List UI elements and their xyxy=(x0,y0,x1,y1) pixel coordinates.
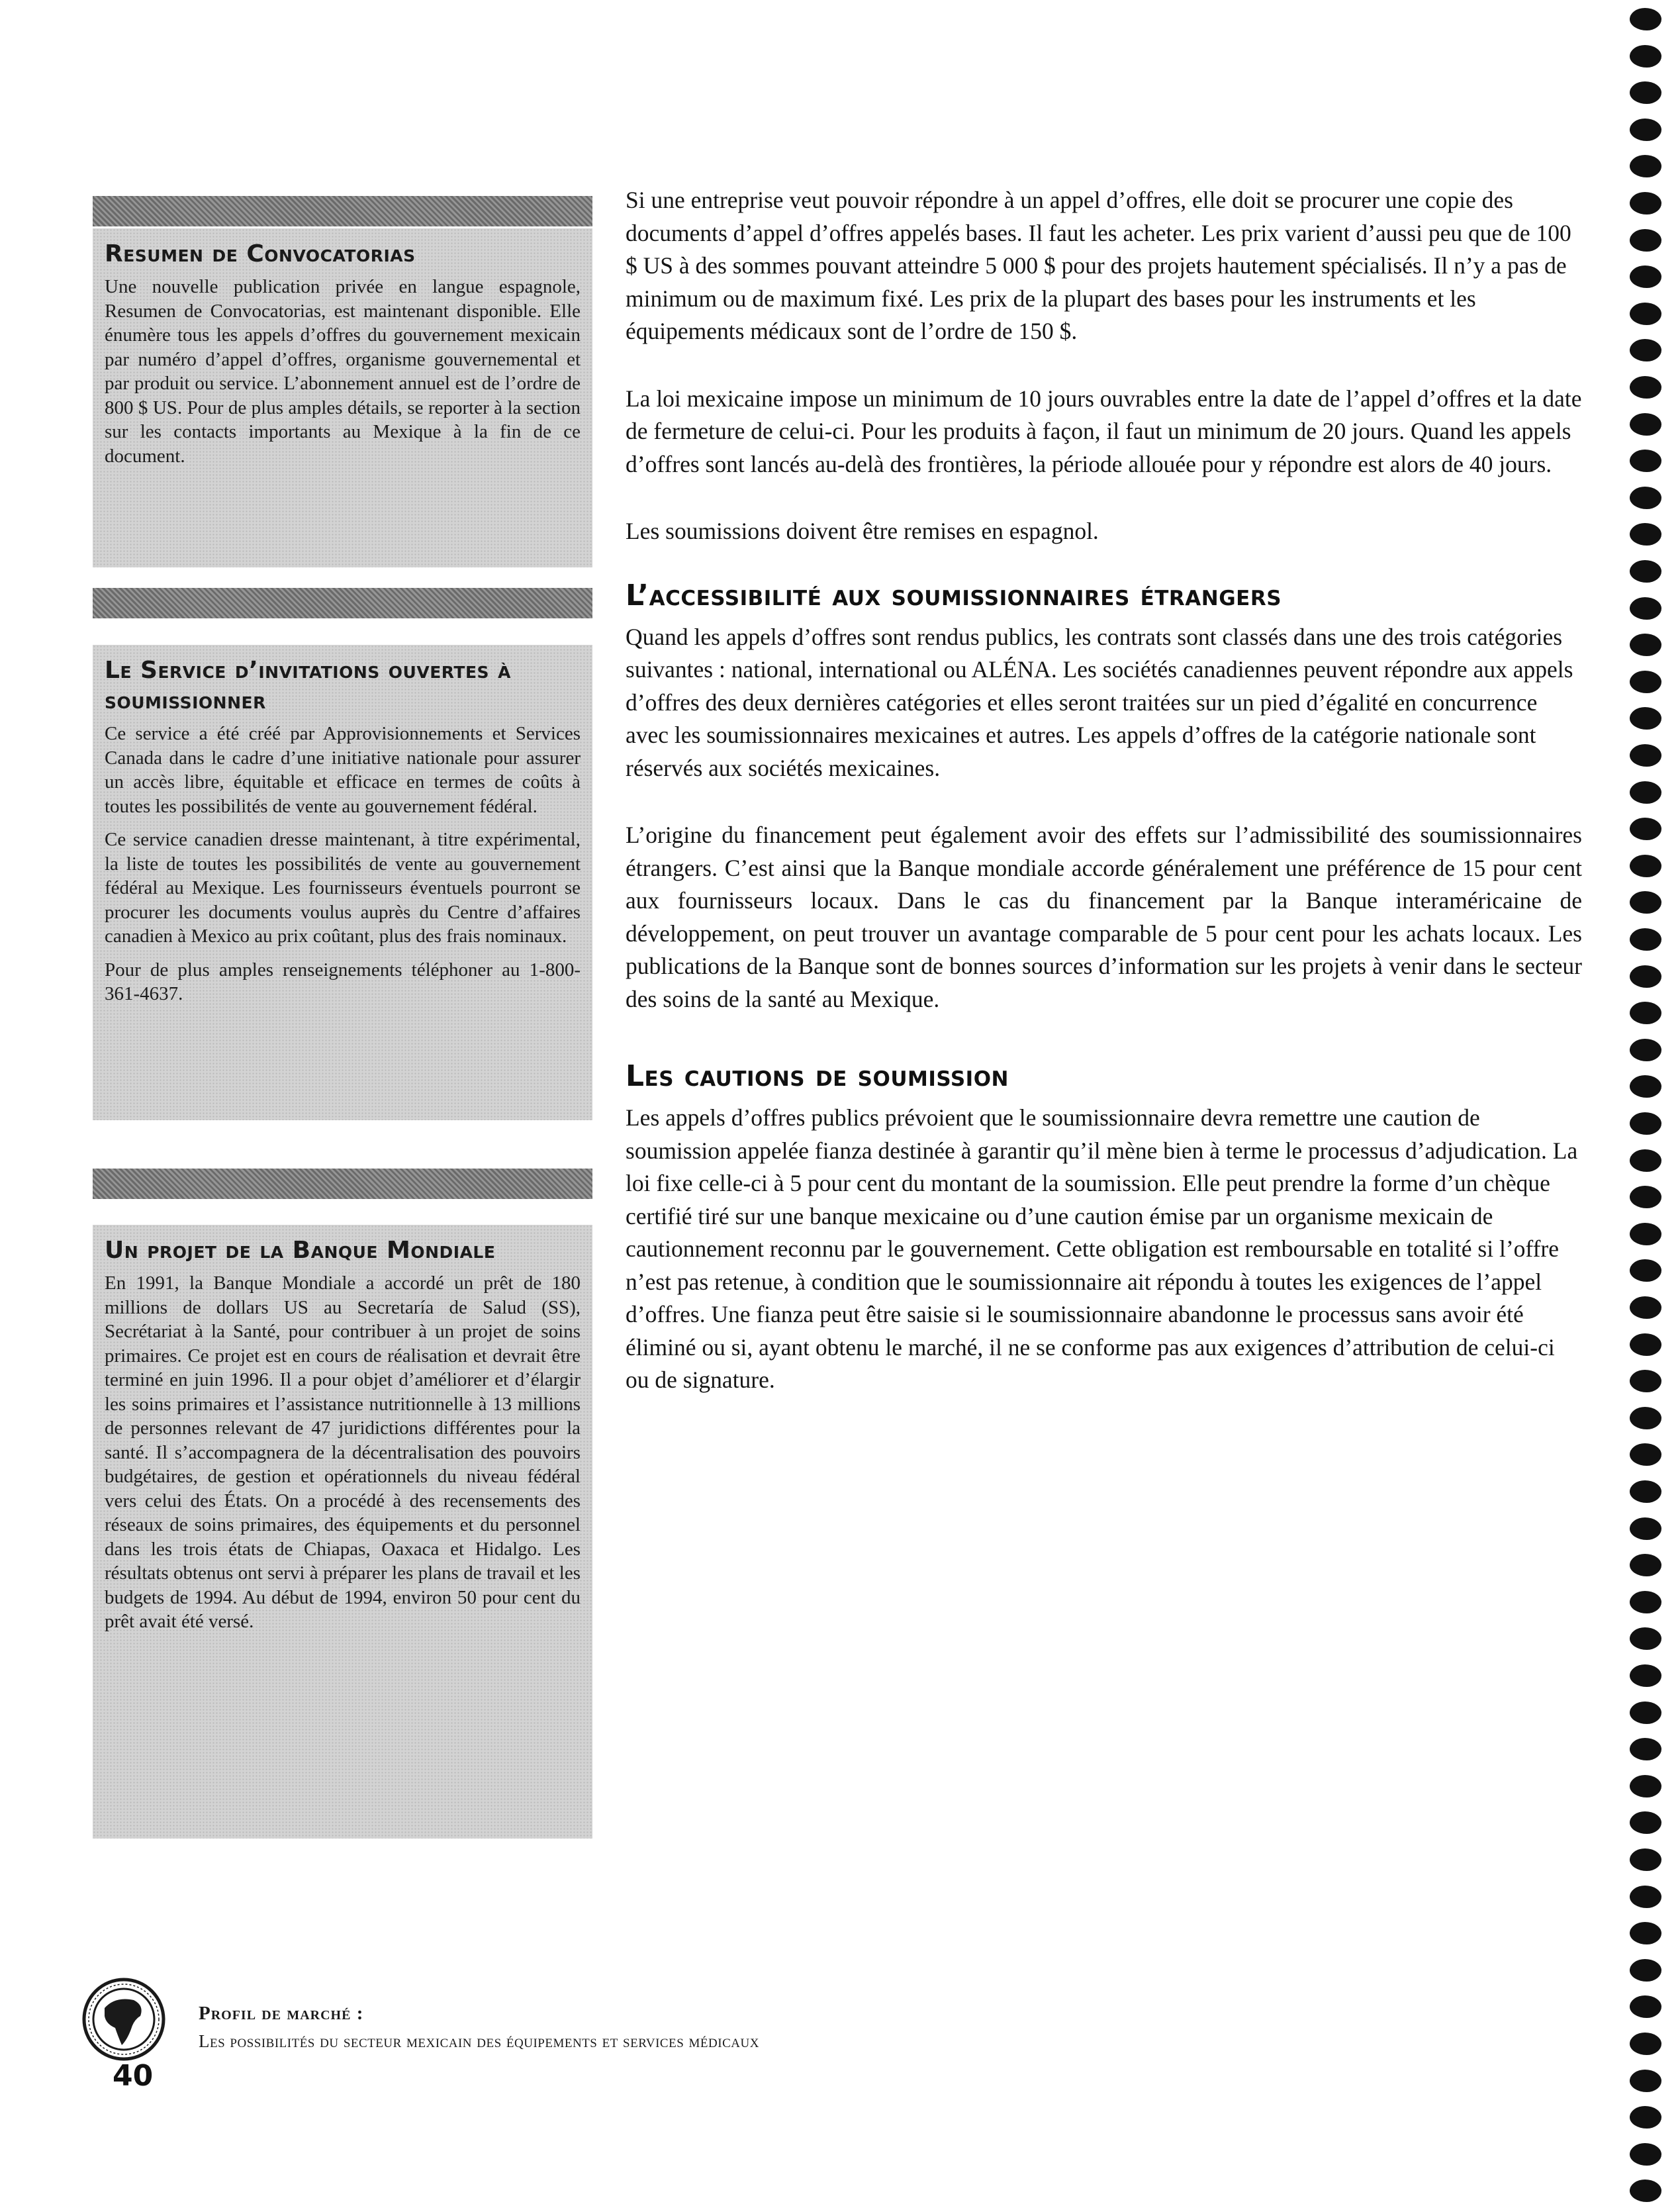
binding-hole xyxy=(1630,744,1661,767)
binding-hole xyxy=(1630,450,1661,472)
binding-hole xyxy=(1630,1886,1661,1908)
section-heading: L’accessibilité aux soumissionnaires étrangers xyxy=(626,578,1282,612)
footer-publication-subtitle: Les possibilités du secteur mexicain des équipements et services médicaux xyxy=(199,2031,759,2051)
sidebar-header-bar-1 xyxy=(93,196,592,226)
north-america-globe-seal-icon xyxy=(81,1976,167,2062)
binding-hole xyxy=(1630,1186,1661,1208)
binding-hole xyxy=(1630,1811,1661,1834)
binding-hole xyxy=(1630,1959,1661,1982)
binding-hole xyxy=(1630,1149,1661,1172)
sidebar-box-title: Le Service d’invitations ouvertes à soumissionner xyxy=(105,657,511,714)
page-number: 40 xyxy=(113,2059,154,2093)
body-paragraph: Si une entreprise veut pouvoir répondre à un appel d’offres, elle doit se procurer une copie des documents d’appel d’offres appelés bases. Il faut les acheter. Les prix varient d’aussi peu que de 100 $ US à des sommes pouvant atteindre 5 000 $ pour des projets hautement spécialisés. Il n’y a pas de minimum ou de maximum fixé. Les prix de la plupart des bases pour les instruments et les équipements médicaux sont de l’ordre de 150 $. xyxy=(626,187,1571,344)
binding-hole xyxy=(1630,597,1661,620)
binding-hole xyxy=(1630,1664,1661,1687)
binding-hole xyxy=(1630,1333,1661,1356)
binding-hole xyxy=(1630,965,1661,988)
binding-hole xyxy=(1630,119,1661,141)
binding-hole xyxy=(1630,818,1661,840)
binding-hole xyxy=(1630,1627,1661,1650)
binding-hole xyxy=(1630,1995,1661,2018)
body-paragraph: L’origine du financement peut également avoir des effets sur l’admissibilité des soumissionnaires étrangers. C’est ainsi que la Banque mondiale accorde généralement une préférence de 15 pour cent aux fournisseurs locaux. Dans le cas du financement par la Banque interaméricaine de développement, on peut trouver un avantage comparable de 5 pour cent pour les achats locaux. Les publications de la Banque sont de bonnes sources d’information sur les projets à venir dans le secteur des soins de la santé au Mexique. xyxy=(626,822,1582,1012)
sidebar-box-paragraph: Ce service a été créé par Approvisionnements et Services Canada dans le cadre d’une initiative nationale pour assurer un accès libre, équitable et efficace en termes de coûts à toutes les possibilités de vente au gouvernement fédéral. xyxy=(105,723,581,817)
section-heading: Les cautions de soumission xyxy=(626,1059,1009,1093)
binding-hole xyxy=(1630,1517,1661,1540)
sidebar-box-paragraph: Ce service canadien dresse maintenant, à titre expérimental, la liste de toutes les possibilités de vente au gouvernement fédéral au Mexique. Les fournisseurs éventuels pourront se procurer les documents voulus auprès du Centre d’affaires canadien à Mexico au prix coûtant, plus des frais nominaux. xyxy=(105,829,581,947)
binding-hole xyxy=(1630,523,1661,546)
spiral-binding xyxy=(1630,0,1668,2204)
binding-hole xyxy=(1630,1480,1661,1503)
binding-hole xyxy=(1630,2143,1661,2166)
binding-hole xyxy=(1630,229,1661,252)
binding-hole xyxy=(1630,781,1661,804)
binding-hole xyxy=(1630,2070,1661,2092)
binding-hole xyxy=(1630,560,1661,583)
sidebar-box-title: Resumen de Convocatorias xyxy=(105,240,416,267)
sidebar-box-title: Un projet de la Banque Mondiale xyxy=(105,1237,496,1264)
binding-hole xyxy=(1630,265,1661,288)
main-column xyxy=(626,184,1582,1431)
sidebar-box-paragraph: Une nouvelle publication privée en langue espagnole, Resumen de Convocatorias, est maintenant disponible. Elle énumère tous les appels d’offres du gouvernement mexicain par numéro d’appel d’offres, organisme gouvernemental et par produit ou service. L’abonnement annuel est de l’ordre de 800 $ US. Pour de plus amples détails, se reporter à la section sur les contacts importants au Mexique à la fin de ce document. xyxy=(105,276,581,467)
binding-hole xyxy=(1630,928,1661,951)
binding-hole xyxy=(1630,2106,1661,2129)
binding-hole xyxy=(1630,339,1661,361)
binding-hole xyxy=(1630,8,1661,30)
binding-hole xyxy=(1630,1922,1661,1944)
binding-hole xyxy=(1630,634,1661,656)
binding-hole xyxy=(1630,303,1661,325)
binding-hole xyxy=(1630,155,1661,177)
sidebar-box-banque xyxy=(93,1225,592,1839)
sidebar-box-paragraph: Pour de plus amples renseignements téléphoner au 1-800-361-4637. xyxy=(105,959,581,1004)
binding-hole xyxy=(1630,707,1661,730)
binding-hole xyxy=(1630,2033,1661,2055)
sidebar-header-bar-3 xyxy=(93,1169,592,1199)
binding-hole xyxy=(1630,192,1661,215)
binding-hole xyxy=(1630,671,1661,693)
binding-hole xyxy=(1630,1701,1661,1724)
binding-hole xyxy=(1630,45,1661,68)
binding-hole xyxy=(1630,1443,1661,1466)
binding-hole xyxy=(1630,413,1661,436)
binding-hole xyxy=(1630,1259,1661,1282)
binding-hole xyxy=(1630,855,1661,877)
binding-hole xyxy=(1630,1296,1661,1319)
binding-hole xyxy=(1630,1112,1661,1135)
binding-hole xyxy=(1630,1554,1661,1576)
sidebar-header-bar-2 xyxy=(93,588,592,618)
binding-hole xyxy=(1630,1039,1661,1061)
binding-hole xyxy=(1630,1223,1661,1245)
binding-hole xyxy=(1630,81,1661,104)
sidebar-box-service xyxy=(93,645,592,1120)
binding-hole xyxy=(1630,487,1661,509)
footer-publication-title: Profil de marché : xyxy=(199,2003,364,2024)
binding-hole xyxy=(1630,1370,1661,1392)
body-paragraph: Les appels d’offres publics prévoient que le soumissionnaire devra remettre une caution de soumission appelée fianza destinée à garantir qu’il mène bien à terme le processus d’adjudication. La loi fixe celle-ci à 5 pour cent du montant de la soumission. Elle peut prendre la forme d’un chèque certifié tiré sur une banque mexicaine ou d’une caution émise par un organisme mexicain de cautionnement reconnu par le gouvernement. Cette obligation est remboursable en totalité si l’offre n’est pas retenue, à condition que le soumissionnaire ait répondu à toutes les exigences de l’appel d’offres. Une fianza peut être saisie si le soumissionnaire abandonne le processus sans avoir été éliminé ou si, ayant obtenu le marché, il ne se conforme pas aux exigences d’attribution de celui-ci ou de signature. xyxy=(626,1104,1578,1393)
binding-hole xyxy=(1630,2180,1661,2202)
binding-hole xyxy=(1630,1591,1661,1613)
sidebar-box-resumen xyxy=(93,228,592,567)
body-paragraph: La loi mexicaine impose un minimum de 10 jours ouvrables entre la date de l’appel d’offres et la date de fermeture de celui-ci. Pour les produits à façon, il faut un minimum de 20 jours. Quand les appels d’offres sont lancés au-delà des frontières, la période allouée pour y répondre est alors de 40 jours. xyxy=(626,385,1582,477)
binding-hole xyxy=(1630,1738,1661,1760)
binding-hole xyxy=(1630,1407,1661,1429)
body-paragraph: Quand les appels d’offres sont rendus publics, les contrats sont classés dans une des trois catégories suivantes : national, international ou ALÉNA. Les sociétés canadiennes peuvent répondre aux appels d’offres des deux dernières catégories et elles seront traitées sur un pied d’égalité en concurrence avec les soumissionnaires mexicaines et autres. Les appels d’offres de la catégorie nationale sont réservés aux sociétés mexicaines. xyxy=(626,623,1573,781)
binding-hole xyxy=(1630,1775,1661,1797)
body-paragraph: Les soumissions doivent être remises en espagnol. xyxy=(626,518,1099,544)
binding-hole xyxy=(1630,1075,1661,1098)
binding-hole xyxy=(1630,1002,1661,1024)
binding-hole xyxy=(1630,376,1661,399)
sidebar-box-paragraph: En 1991, la Banque Mondiale a accordé un prêt de 180 millions de dollars US au Secretaría de Salud (SS), Secrétariat à la Santé, pour contribuer à un projet de soins primaires. Ce projet est en cours de réalisation et devrait être terminé en juin 1996. Il a pour objet d’améliorer et d’élargir les soins primaires et l’assistance nutritionnelle à 13 millions de personnes relevant de 47 juridictions différentes pour la santé. Il s’accompagnera de la décentralisation des pouvoirs budgétaires, de gestion et opérationnels du niveau fédéral vers celui des États. On a procédé à des recensements des réseaux de soins primaires, des équipements et du personnel dans les trois états de Chiapas, Oaxaca et Hidalgo. Les résultats obtenus ont servi à préparer les plans de travail et les budgets de 1994. Au début de 1994, environ 50 pour cent du prêt avait été versé. xyxy=(105,1272,581,1632)
binding-hole xyxy=(1630,891,1661,914)
binding-hole xyxy=(1630,1848,1661,1871)
